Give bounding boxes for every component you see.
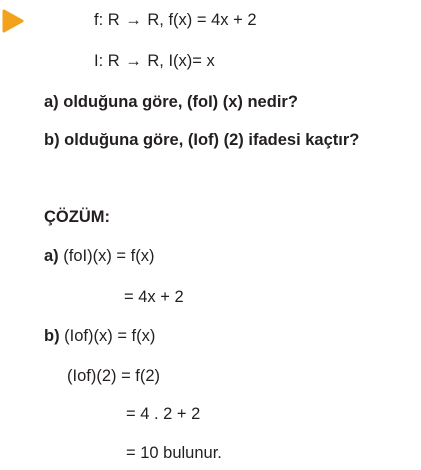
- solution-b-line3: = 4 . 2 + 2: [126, 405, 201, 423]
- i-rule: I(x)= x: [168, 52, 215, 70]
- solution-a-expr1: (foI)(x) = f(x): [63, 247, 155, 265]
- f-arrow: →: [125, 11, 142, 29]
- function-i-definition: [94, 51, 215, 71]
- f-name: f:: [94, 11, 104, 29]
- i-codomain: R,: [147, 52, 164, 70]
- f-domain: R: [107, 11, 120, 29]
- play-marker-icon: [2, 9, 24, 33]
- solution-a-line2: = 4x + 2: [124, 288, 184, 306]
- i-domain: R: [107, 52, 120, 70]
- solution-a-line1: [44, 246, 154, 266]
- i-name: I:: [94, 52, 104, 70]
- solution-b-line2: (Iof)(2) = f(2): [67, 367, 161, 385]
- solution-b-line4: = 10 bulunur.: [126, 444, 222, 462]
- solution-b-expr1: (Iof)(x) = f(x): [64, 327, 156, 345]
- solution-b-label: b): [44, 327, 60, 345]
- f-codomain: R,: [147, 11, 164, 29]
- function-f-definition: [94, 10, 257, 30]
- i-arrow: →: [125, 52, 142, 70]
- question-b: b) olduğuna göre, (Iof) (2) ifadesi kaçtır?: [44, 131, 360, 149]
- solution-heading: ÇÖZÜM:: [44, 208, 110, 226]
- question-a: a) olduğuna göre, (foI) (x) nedir?: [44, 93, 298, 111]
- f-rule: f(x) = 4x + 2: [168, 11, 257, 29]
- solution-b-line1: [44, 326, 155, 346]
- solution-a-label: a): [44, 247, 59, 265]
